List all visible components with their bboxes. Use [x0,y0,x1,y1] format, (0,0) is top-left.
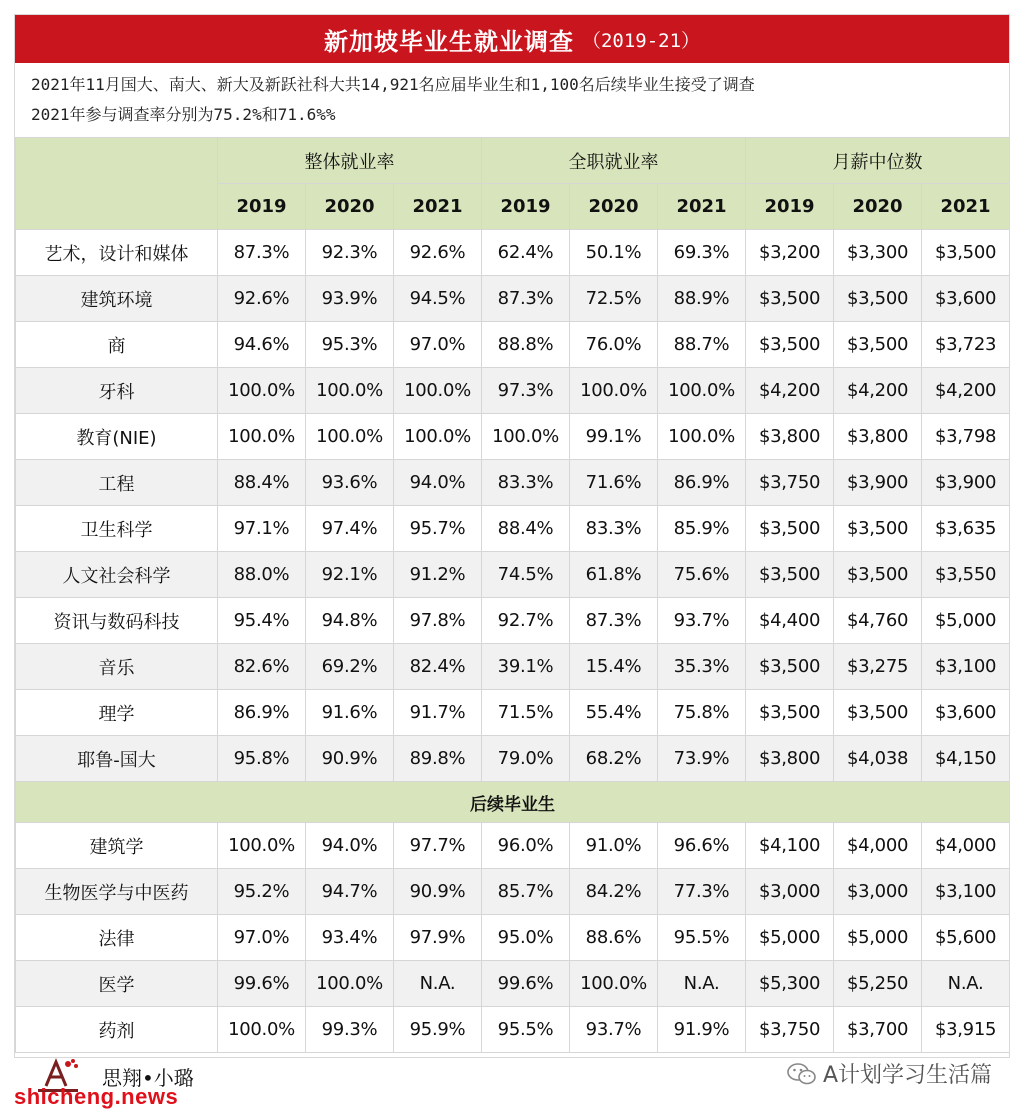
table-cell: $5,000 [922,598,1010,644]
table-cell: 87.3% [570,598,658,644]
table-cell: $4,000 [834,823,922,869]
table-row [16,961,1010,1007]
table-cell: 82.4% [394,644,482,690]
table-cell: $3,700 [834,1007,922,1053]
table-cell: 99.6% [482,961,570,1007]
table-cell: 72.5% [570,276,658,322]
table-cell: 88.0% [218,552,306,598]
wechat-account [787,1058,992,1089]
table-cell: 74.5% [482,552,570,598]
table-cell: $3,800 [834,414,922,460]
table-cell: 87.3% [482,276,570,322]
table-cell: 100.0% [394,368,482,414]
table-cell: 94.0% [306,823,394,869]
table-cell: 91.6% [306,690,394,736]
header-overall: 整体就业率 [218,138,482,184]
table-cell: 94.0% [394,460,482,506]
table-cell: $3,500 [746,644,834,690]
table-cell: 96.6% [658,823,746,869]
table-cell: 94.6% [218,322,306,368]
table-row [16,823,1010,869]
row-label: 建筑环境 [16,276,218,322]
table-cell: $3,000 [746,869,834,915]
row-label: 生物医学与中医药 [16,869,218,915]
table-cell: 100.0% [658,414,746,460]
table-row [16,506,1010,552]
table-cell: $3,600 [922,276,1010,322]
table-cell: $3,900 [922,460,1010,506]
row-label: 医学 [16,961,218,1007]
table-cell: $3,000 [834,869,922,915]
table-cell: $3,500 [834,690,922,736]
row-label: 理学 [16,690,218,736]
table-cell: 85.7% [482,869,570,915]
table-cell: 100.0% [306,414,394,460]
table-cell: 97.1% [218,506,306,552]
table-cell: 83.3% [482,460,570,506]
table-cell: 100.0% [658,368,746,414]
table-row [16,276,1010,322]
row-label: 教育(NIE) [16,414,218,460]
table-cell: $4,760 [834,598,922,644]
table-row [16,368,1010,414]
footer-source: shicheng.news [14,1084,179,1109]
table-cell: 93.6% [306,460,394,506]
table-cell: 90.9% [306,736,394,782]
table-cell: 93.4% [306,915,394,961]
table-cell: 93.9% [306,276,394,322]
table-cell: 95.7% [394,506,482,552]
table-cell: 94.8% [306,598,394,644]
survey-card [14,14,1010,1058]
table-cell: 91.7% [394,690,482,736]
table-cell: $4,200 [746,368,834,414]
wechat-icon [787,1062,817,1086]
table-cell: 92.3% [306,230,394,276]
table-cell: $3,750 [746,1007,834,1053]
table-cell: $3,550 [922,552,1010,598]
table-cell: 95.3% [306,322,394,368]
table-cell: $5,000 [834,915,922,961]
table-cell: $3,300 [834,230,922,276]
row-label: 卫生科学 [16,506,218,552]
table-cell: 91.9% [658,1007,746,1053]
table-cell: $5,000 [746,915,834,961]
table-cell: 73.9% [658,736,746,782]
table-cell: $3,600 [922,690,1010,736]
footer-brand: 思翔•小璐 [102,1066,194,1090]
table-cell: 88.6% [570,915,658,961]
table-cell: 97.9% [394,915,482,961]
table-cell: $3,100 [922,644,1010,690]
table-cell: 71.6% [570,460,658,506]
table-cell: $3,500 [746,506,834,552]
table-cell: $3,500 [834,276,922,322]
table-cell: 61.8% [570,552,658,598]
table-cell: 99.3% [306,1007,394,1053]
table-cell: 97.0% [394,322,482,368]
table-cell: 95.2% [218,869,306,915]
table-row [16,690,1010,736]
table-cell: 89.8% [394,736,482,782]
table-cell: 92.1% [306,552,394,598]
table-cell: $3,800 [746,414,834,460]
table-row [16,1007,1010,1053]
table-cell: $4,200 [834,368,922,414]
row-label: 艺术，设计和媒体 [16,230,218,276]
table-cell: $3,798 [922,414,1010,460]
table-cell: $3,500 [746,552,834,598]
row-label: 药剂 [16,1007,218,1053]
table-row [16,414,1010,460]
table-cell: $3,500 [922,230,1010,276]
table-cell: 91.2% [394,552,482,598]
table-cell: $3,500 [746,322,834,368]
table-cell: 77.3% [658,869,746,915]
table-cell: 93.7% [658,598,746,644]
row-label: 音乐 [16,644,218,690]
table-cell: 100.0% [394,414,482,460]
table-cell: $5,250 [834,961,922,1007]
table-cell: 88.4% [482,506,570,552]
table-cell: $3,800 [746,736,834,782]
employment-table [15,137,1010,1053]
table-cell: 75.6% [658,552,746,598]
table-cell: N.A. [658,961,746,1007]
title-bar [15,15,1009,63]
table-cell: 88.9% [658,276,746,322]
table-cell: 86.9% [658,460,746,506]
table-cell: 99.1% [570,414,658,460]
table-cell: 95.5% [482,1007,570,1053]
table-cell: 88.4% [218,460,306,506]
table-cell: 92.6% [218,276,306,322]
table-cell: 15.4% [570,644,658,690]
table-cell: 83.3% [570,506,658,552]
header-blank [16,138,218,230]
row-label: 商 [16,322,218,368]
table-cell: 97.7% [394,823,482,869]
row-label: 牙科 [16,368,218,414]
table-cell: 100.0% [570,961,658,1007]
table-cell: 100.0% [482,414,570,460]
table-cell: $4,150 [922,736,1010,782]
table-cell: 79.0% [482,736,570,782]
table-cell: 95.4% [218,598,306,644]
table-row [16,552,1010,598]
table-cell: $3,275 [834,644,922,690]
table-cell: $3,723 [922,322,1010,368]
table-cell: 71.5% [482,690,570,736]
table-cell: 82.6% [218,644,306,690]
header-salary: 月薪中位数 [746,138,1010,184]
table-cell: 85.9% [658,506,746,552]
table-cell: 97.8% [394,598,482,644]
table-cell: 99.6% [218,961,306,1007]
year-header: 2020 [570,184,658,230]
table-cell: 88.8% [482,322,570,368]
year-header: 2020 [306,184,394,230]
table-cell: $4,400 [746,598,834,644]
table-cell: 87.3% [218,230,306,276]
table-cell: 69.2% [306,644,394,690]
page-title: 新加坡毕业生就业调查 [323,27,574,56]
table-cell: $3,750 [746,460,834,506]
row-label: 建筑学 [16,823,218,869]
table-row [16,598,1010,644]
row-label: 资讯与数码科技 [16,598,218,644]
table-cell: 100.0% [218,823,306,869]
table-cell: $3,100 [922,869,1010,915]
table-cell: 97.0% [218,915,306,961]
table-cell: 50.1% [570,230,658,276]
table-cell: 90.9% [394,869,482,915]
table-cell: 100.0% [218,414,306,460]
intro-text [15,65,1009,135]
table-cell: 100.0% [570,368,658,414]
table-cell: 94.5% [394,276,482,322]
table-cell: 100.0% [306,961,394,1007]
table-cell: 84.2% [570,869,658,915]
table-cell: 91.0% [570,823,658,869]
intro-line: 2021年11月国大、南大、新大及新跃社科大共14,921名应届毕业生和1,100名后续毕业生接受了调查 [31,75,755,94]
table-cell: 55.4% [570,690,658,736]
year-header: 2021 [658,184,746,230]
table-cell: 68.2% [570,736,658,782]
table-cell: 95.0% [482,915,570,961]
wechat-name: A计划学习生活篇 [822,1063,992,1088]
table-cell: $4,100 [746,823,834,869]
table-row [16,644,1010,690]
table-cell: 88.7% [658,322,746,368]
table-cell: 75.8% [658,690,746,736]
table-cell: $3,500 [746,690,834,736]
row-label: 工程 [16,460,218,506]
table-cell: 100.0% [218,1007,306,1053]
table-cell: 92.7% [482,598,570,644]
table-cell: $4,000 [922,823,1010,869]
section-label: 后续毕业生 [16,782,1010,823]
year-header: 2021 [394,184,482,230]
table-cell: $3,500 [746,276,834,322]
table-cell: $4,200 [922,368,1010,414]
table-cell: $3,500 [834,552,922,598]
table-cell: 96.0% [482,823,570,869]
table-cell: 35.3% [658,644,746,690]
table-cell: $3,635 [922,506,1010,552]
table-cell: 95.9% [394,1007,482,1053]
table-cell: $3,500 [834,322,922,368]
table-cell: 86.9% [218,690,306,736]
row-label: 耶鲁-国大 [16,736,218,782]
intro-line: 2021年参与调查率分别为75.2%和71.6%% [31,105,336,124]
table-cell: 97.4% [306,506,394,552]
table-cell: N.A. [394,961,482,1007]
table-cell: 95.8% [218,736,306,782]
header-fulltime: 全职就业率 [482,138,746,184]
table-cell: $5,300 [746,961,834,1007]
year-header: 2021 [922,184,1010,230]
table-row [16,322,1010,368]
table-cell: 69.3% [658,230,746,276]
table-cell: 95.5% [658,915,746,961]
table-cell: $3,500 [834,506,922,552]
row-label: 人文社会科学 [16,552,218,598]
table-cell: 100.0% [306,368,394,414]
table-cell: 39.1% [482,644,570,690]
table-row [16,915,1010,961]
year-header: 2020 [834,184,922,230]
table-cell: 93.7% [570,1007,658,1053]
table-row [16,460,1010,506]
year-header: 2019 [218,184,306,230]
table-row [16,230,1010,276]
table-row [16,869,1010,915]
year-header: 2019 [482,184,570,230]
table-cell: $3,900 [834,460,922,506]
table-cell: 62.4% [482,230,570,276]
table-cell: 94.7% [306,869,394,915]
table-row [16,736,1010,782]
table-cell: N.A. [922,961,1010,1007]
page-subtitle: （2019-21） [581,29,701,52]
row-label: 法律 [16,915,218,961]
table-cell: 97.3% [482,368,570,414]
section-row [16,782,1010,823]
table-cell: $4,038 [834,736,922,782]
table-cell: $5,600 [922,915,1010,961]
table-cell: 92.6% [394,230,482,276]
year-header: 2019 [746,184,834,230]
table-cell: 76.0% [570,322,658,368]
table-cell: $3,200 [746,230,834,276]
header-group-row [16,138,1010,184]
table-cell: 100.0% [218,368,306,414]
table-cell: $3,915 [922,1007,1010,1053]
